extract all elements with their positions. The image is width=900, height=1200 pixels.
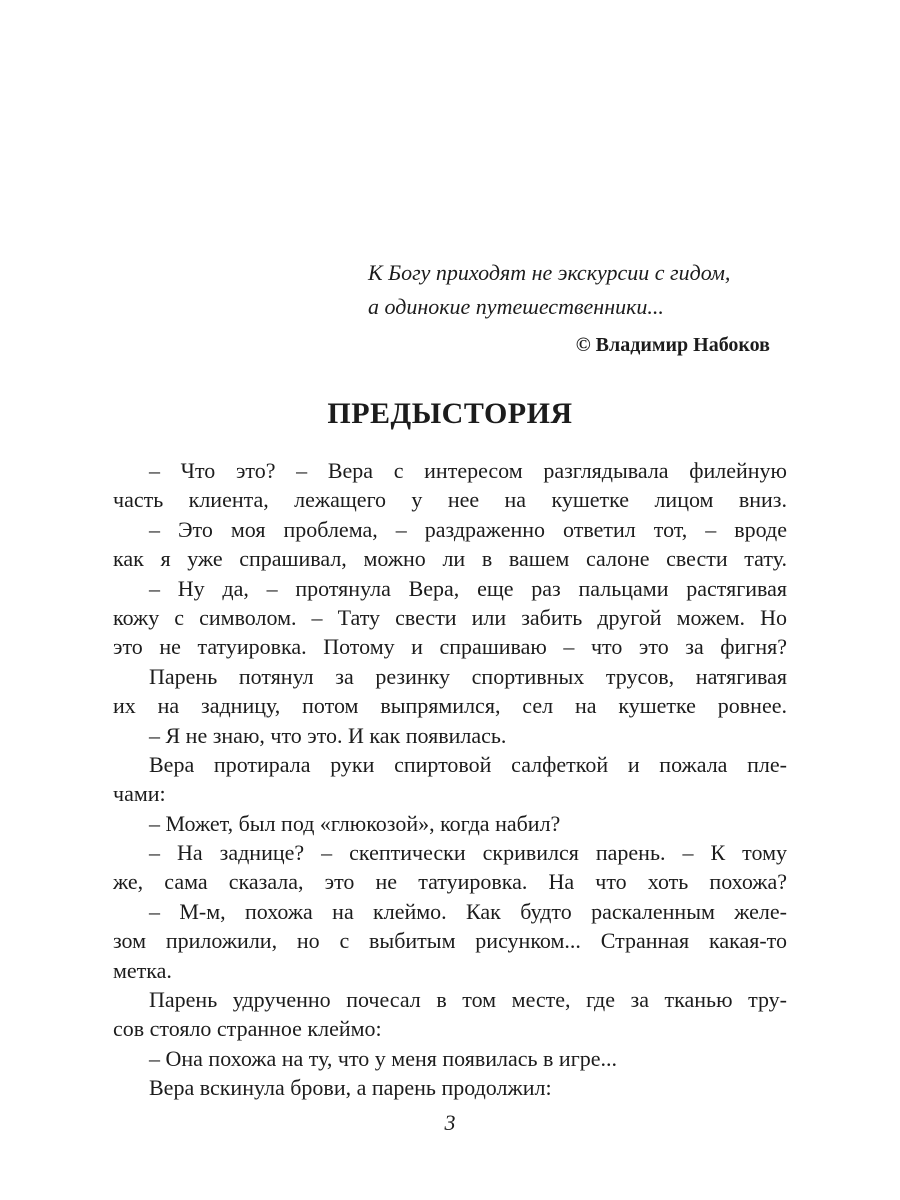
text-line: как я уже спрашивал, можно ли в вашем салоне свести тату. xyxy=(113,546,787,572)
text-line: часть клиента, лежащего у нее на кушетке лицом вниз. xyxy=(113,487,787,513)
page-number: 3 xyxy=(444,1110,456,1135)
text-line: сов стояло странное клеймо: xyxy=(113,1016,382,1042)
epigraph-line: а одинокие путешественники... xyxy=(368,294,664,319)
text-line: это не татуировка. Потому и спрашиваю – что это за фигня? xyxy=(113,634,787,660)
epigraph-line: К Богу приходят не экскурсии с гидом, xyxy=(368,260,731,285)
text-line: – На заднице? – скептически скривился парень. – К тому xyxy=(149,840,787,866)
text-line: – Я не знаю, что это. И как появилась. xyxy=(149,722,507,748)
text-line: кожу с символом. – Тату свести или забить другой можем. Но xyxy=(113,604,787,630)
text-line: их на задницу, потом выпрямился, сел на кушетке ровнее. xyxy=(113,693,787,719)
text-line: Парень потянул за резинку спортивных трусов, натягивая xyxy=(149,663,787,689)
text-line: метка. xyxy=(113,957,172,983)
text-line: – Может, был под «глюкозой», когда набил? xyxy=(149,810,561,836)
text-line: – Это моя проблема, – раздраженно ответил тот, – вроде xyxy=(149,516,787,542)
text-line: чами: xyxy=(113,781,166,807)
text-line: – М-м, похожа на клеймо. Как будто раскаленным желе- xyxy=(149,898,787,924)
text-line: Вера протирала руки спиртовой салфеткой и пожала пле- xyxy=(149,751,787,777)
text-line: зом приложили, но с выбитым рисунком... Странная какая-то xyxy=(113,928,787,954)
text-line: – Что это? – Вера с интересом разглядывала филейную xyxy=(149,458,787,483)
epigraph-author: © Владимир Набоков xyxy=(575,334,770,356)
text-line: Парень удрученно почесал в том месте, где за тканью тру- xyxy=(149,987,787,1013)
chapter-title: ПРЕДЫСТОРИЯ xyxy=(327,397,573,430)
text-line: Вера вскинула брови, а парень продолжил: xyxy=(149,1075,552,1101)
body-text xyxy=(113,456,787,1103)
text-line: – Ну да, – протянула Вера, еще раз пальцами растягивая xyxy=(149,575,787,601)
epigraph xyxy=(368,256,788,360)
text-line: – Она похожа на ту, что у меня появилась в игре... xyxy=(149,1045,617,1071)
text-line: же, сама сказала, это не татуировка. На что хоть похожа? xyxy=(113,869,787,895)
